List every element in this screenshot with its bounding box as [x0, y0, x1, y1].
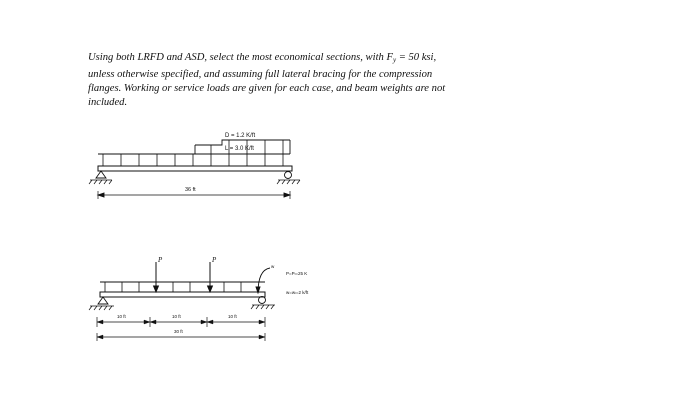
ground-hatch-right-2: [251, 305, 275, 309]
point-load-value: P=Pₗ=25 K: [286, 271, 308, 276]
problem-line-1-end: = 50 ksi,: [396, 52, 437, 63]
dead-load-label: D = 1.2 K/ft: [225, 133, 256, 139]
roller-support-right-2: [259, 297, 266, 304]
problem-line-2: unless otherwise specified, and assuming full lateral bracing for the compression: [88, 68, 433, 80]
problem-line-4: included.: [88, 96, 128, 108]
total-dimension-line: [97, 333, 265, 341]
segment-label-3: 10 ft: [228, 314, 237, 319]
point-load-label-left: P: [158, 256, 163, 264]
span-label: 36 ft: [185, 187, 196, 193]
distributed-load-arrows: [105, 282, 241, 292]
end-load-curve: [258, 268, 270, 293]
problem-line-1-text: Using both LRFD and ASD, select the most economical sections, with F: [88, 52, 393, 63]
segment-label-1: 10 ft: [117, 314, 126, 319]
total-span-label: 30 ft: [174, 329, 183, 334]
distributed-load-value: w=wₗ=2 k/ft: [286, 290, 309, 295]
beam-2: [100, 292, 265, 297]
point-load-label-right: P: [212, 256, 217, 264]
ground-hatch-left-2: [89, 306, 114, 310]
pin-support-left-2: [98, 297, 108, 304]
fy-subscript: y: [392, 56, 397, 64]
problem-line-3: flanges. Working or service loads are given for each case, and beam weights are not: [88, 82, 446, 94]
end-load-marker: w: [271, 264, 275, 269]
point-load-arrow-left-head: [154, 286, 159, 292]
segment-label-2: 10 ft: [172, 314, 181, 319]
live-load-label: L = 3.0 K/ft: [225, 146, 254, 152]
point-load-arrow-right-head: [208, 286, 213, 292]
